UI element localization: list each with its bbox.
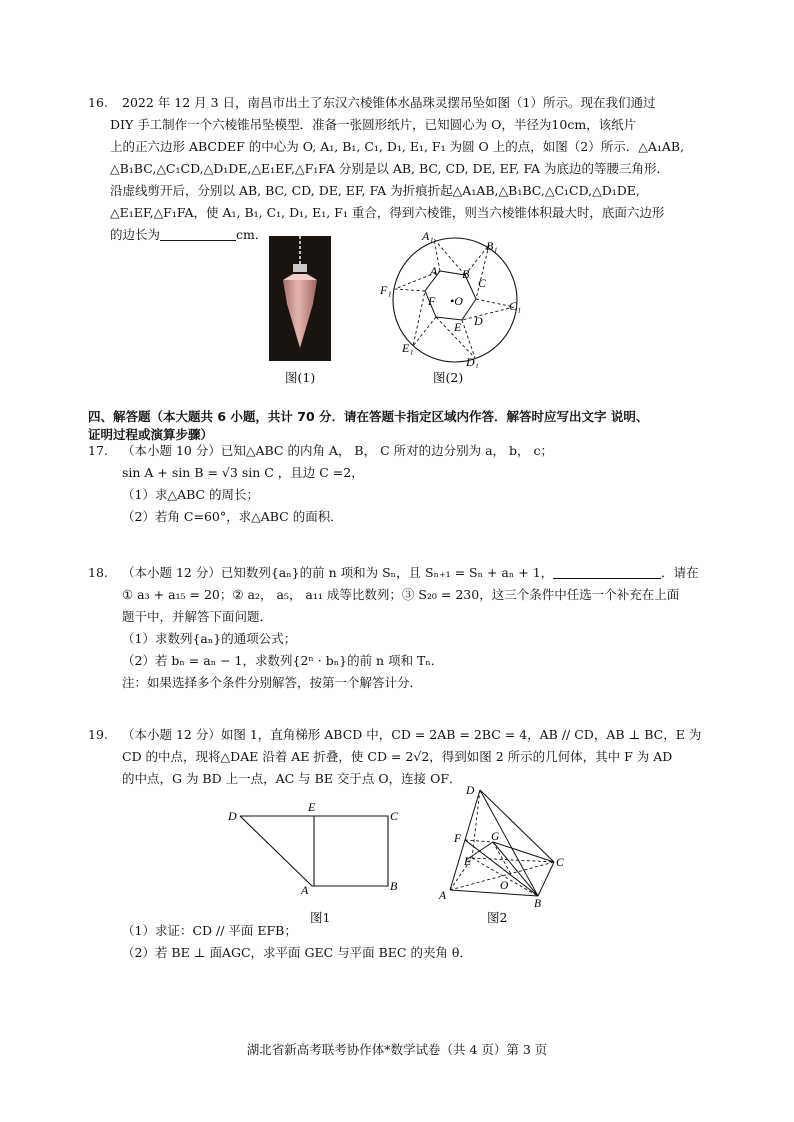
svg-text:B₁: B₁ — [486, 239, 498, 253]
svg-text:O: O — [500, 880, 509, 892]
q16-fig2-caption: 图(2) — [433, 370, 464, 385]
q16-line-3: 上的正六边形 ABCDEF 的中心为 O, A₁, B₁, C₁, D₁, E₁, F₁ 为圆 O 上的点，如图（2）所示．△A₁AB, — [110, 139, 685, 154]
svg-text:C₁: C₁ — [509, 299, 522, 313]
q19-fig2-caption: 图2 — [487, 910, 508, 925]
q16-line-1: 16. 2022 年 12 月 3 日，南昌市出土了东汉六棱锥体水晶珠灵摆吊坠如图（1）所示。现在我们通过 — [88, 92, 708, 114]
svg-text:A: A — [430, 264, 438, 278]
q18-line-3: 题干中，并解答下面问题． — [122, 609, 273, 624]
q19-fig1-caption: 图1 — [310, 910, 331, 925]
svg-text:D: D — [474, 314, 483, 328]
q16-line-4: △B₁BC,△C₁CD,△D₁DE,△E₁EF,△F₁FA 分别是以 AB, BC, CD, DE, EF, FA 为底边的等腰三角形． — [110, 161, 670, 176]
question-17 — [88, 440, 708, 528]
q17-line-2: sin A + sin B = √3 sin C ，且边 C =2， — [122, 465, 364, 480]
q16-number: 16. — [88, 95, 108, 110]
svg-text:B: B — [462, 267, 470, 281]
q16-line-6: △E₁EF,△F₁FA，使 A₁, B₁, C₁, D₁, E₁, F₁ 重合，得到六棱锥，则当六棱锥体积最大时，底面六边形 — [110, 205, 665, 220]
q16-fig1-caption: 图(1) — [285, 370, 316, 385]
q19-figure-2 — [436, 782, 576, 912]
pendant-photo — [269, 236, 331, 361]
svg-text:B: B — [390, 879, 398, 893]
svg-text:E: E — [308, 800, 316, 814]
q19-parts — [88, 920, 708, 964]
svg-text:D: D — [228, 809, 237, 823]
svg-text:C: C — [556, 857, 564, 869]
q18-line-2: ① a₃ + a₁₅ = 20；② a₂， a₅， a₁₁ 成等比数列；③ S₂₀ = 230，这三个条件中任选一个补充在上面 — [122, 587, 680, 602]
svg-text:F₁: F₁ — [380, 283, 392, 297]
svg-text:D: D — [466, 785, 475, 797]
svg-text:F: F — [454, 833, 462, 845]
q18-note: 注：如果选择多个条件分别解答，按第一个解答计分． — [122, 675, 423, 690]
svg-text:A: A — [439, 890, 447, 902]
condition-blank — [553, 578, 661, 579]
q16-line-7: 的边长为 cm． — [110, 227, 268, 242]
q19-part-1: （1）求证：CD // 平面 EFB； — [122, 923, 297, 938]
section-4-header: 四、解答题（本大题共 6 小题，共计 70 分．请在答题卡指定区域内作答．解答时应写出文字 说明、 证明过程或演算步骤） — [88, 409, 649, 442]
q19-line-3: 的中点，G 为 BD 上一点，AC 与 BE 交于点 O，连接 OF． — [122, 771, 462, 786]
q18-part-2: （2）若 bₙ = aₙ − 1，求数列{2ⁿ · bₙ}的前 n 项和 Tₙ． — [122, 653, 444, 668]
svg-text:•O: •O — [450, 294, 463, 308]
svg-text:F: F — [428, 294, 436, 308]
q19-line-2: CD 的中点，现将△DAE 沿着 AE 折叠，使 CD = 2√2，得到如图 2 所示的几何体，其中 F 为 AD — [122, 749, 673, 764]
page-footer: 湖北省新高考联考协作体*数学试卷（共 4 页）第 3 页 — [246, 1042, 548, 1057]
q18-part-1: （1）求数列{aₙ}的通项公式； — [122, 631, 297, 646]
q19-part-2: （2）若 BE ⊥ 面AGC，求平面 GEC 与平面 BEC 的夹角 θ． — [122, 945, 472, 960]
question-18 — [88, 562, 708, 694]
q18-line-1: 18. （本小题 12 分）已知数列{aₙ}的前 n 项和为 Sₙ，且 Sₙ₊₁ = Sₙ + aₙ + 1， ．请在 — [88, 565, 699, 580]
q17-part-2: （2）若角 C=60°，求△ABC 的面积． — [122, 509, 343, 524]
q17-line-1: 17. （本小题 10 分）已知△ABC 的内角 A， B， C 所对的边分别为 a， b， c； — [88, 443, 553, 458]
q16-figure-2 — [378, 228, 528, 368]
svg-text:C: C — [390, 809, 399, 823]
svg-text:A₁: A₁ — [422, 229, 434, 243]
answer-blank — [160, 240, 236, 241]
q16-line-2: DIY 手工制作一个六棱锥吊坠模型．准备一张圆形纸片，已知圆心为 O，半径为10cm，该纸片 — [110, 117, 637, 132]
svg-text:E: E — [464, 856, 472, 868]
question-16 — [88, 92, 708, 246]
svg-text:E₁: E₁ — [402, 341, 414, 355]
q19-figure-1 — [226, 800, 416, 900]
q16-line-5: 沿虚线剪开后，分别以 AB, BC, CD, DE, EF, FA 为折痕折起△A₁AB,△B₁BC,△C₁CD,△D₁DE, — [110, 183, 640, 198]
svg-text:A: A — [301, 883, 309, 897]
q19-line-1: 19. （本小题 12 分）如图 1，直角梯形 ABCD 中，CD = 2AB = 2BC = 4，AB // CD，AB ⊥ BC，E 为 — [88, 727, 702, 742]
svg-text:D₁: D₁ — [466, 355, 479, 368]
question-19 — [88, 724, 708, 790]
svg-text:G: G — [491, 831, 500, 843]
svg-text:B: B — [534, 898, 542, 910]
svg-text:C: C — [478, 276, 487, 290]
q17-part-1: （1）求△ABC 的周长； — [122, 487, 260, 502]
svg-text:E: E — [454, 320, 462, 334]
